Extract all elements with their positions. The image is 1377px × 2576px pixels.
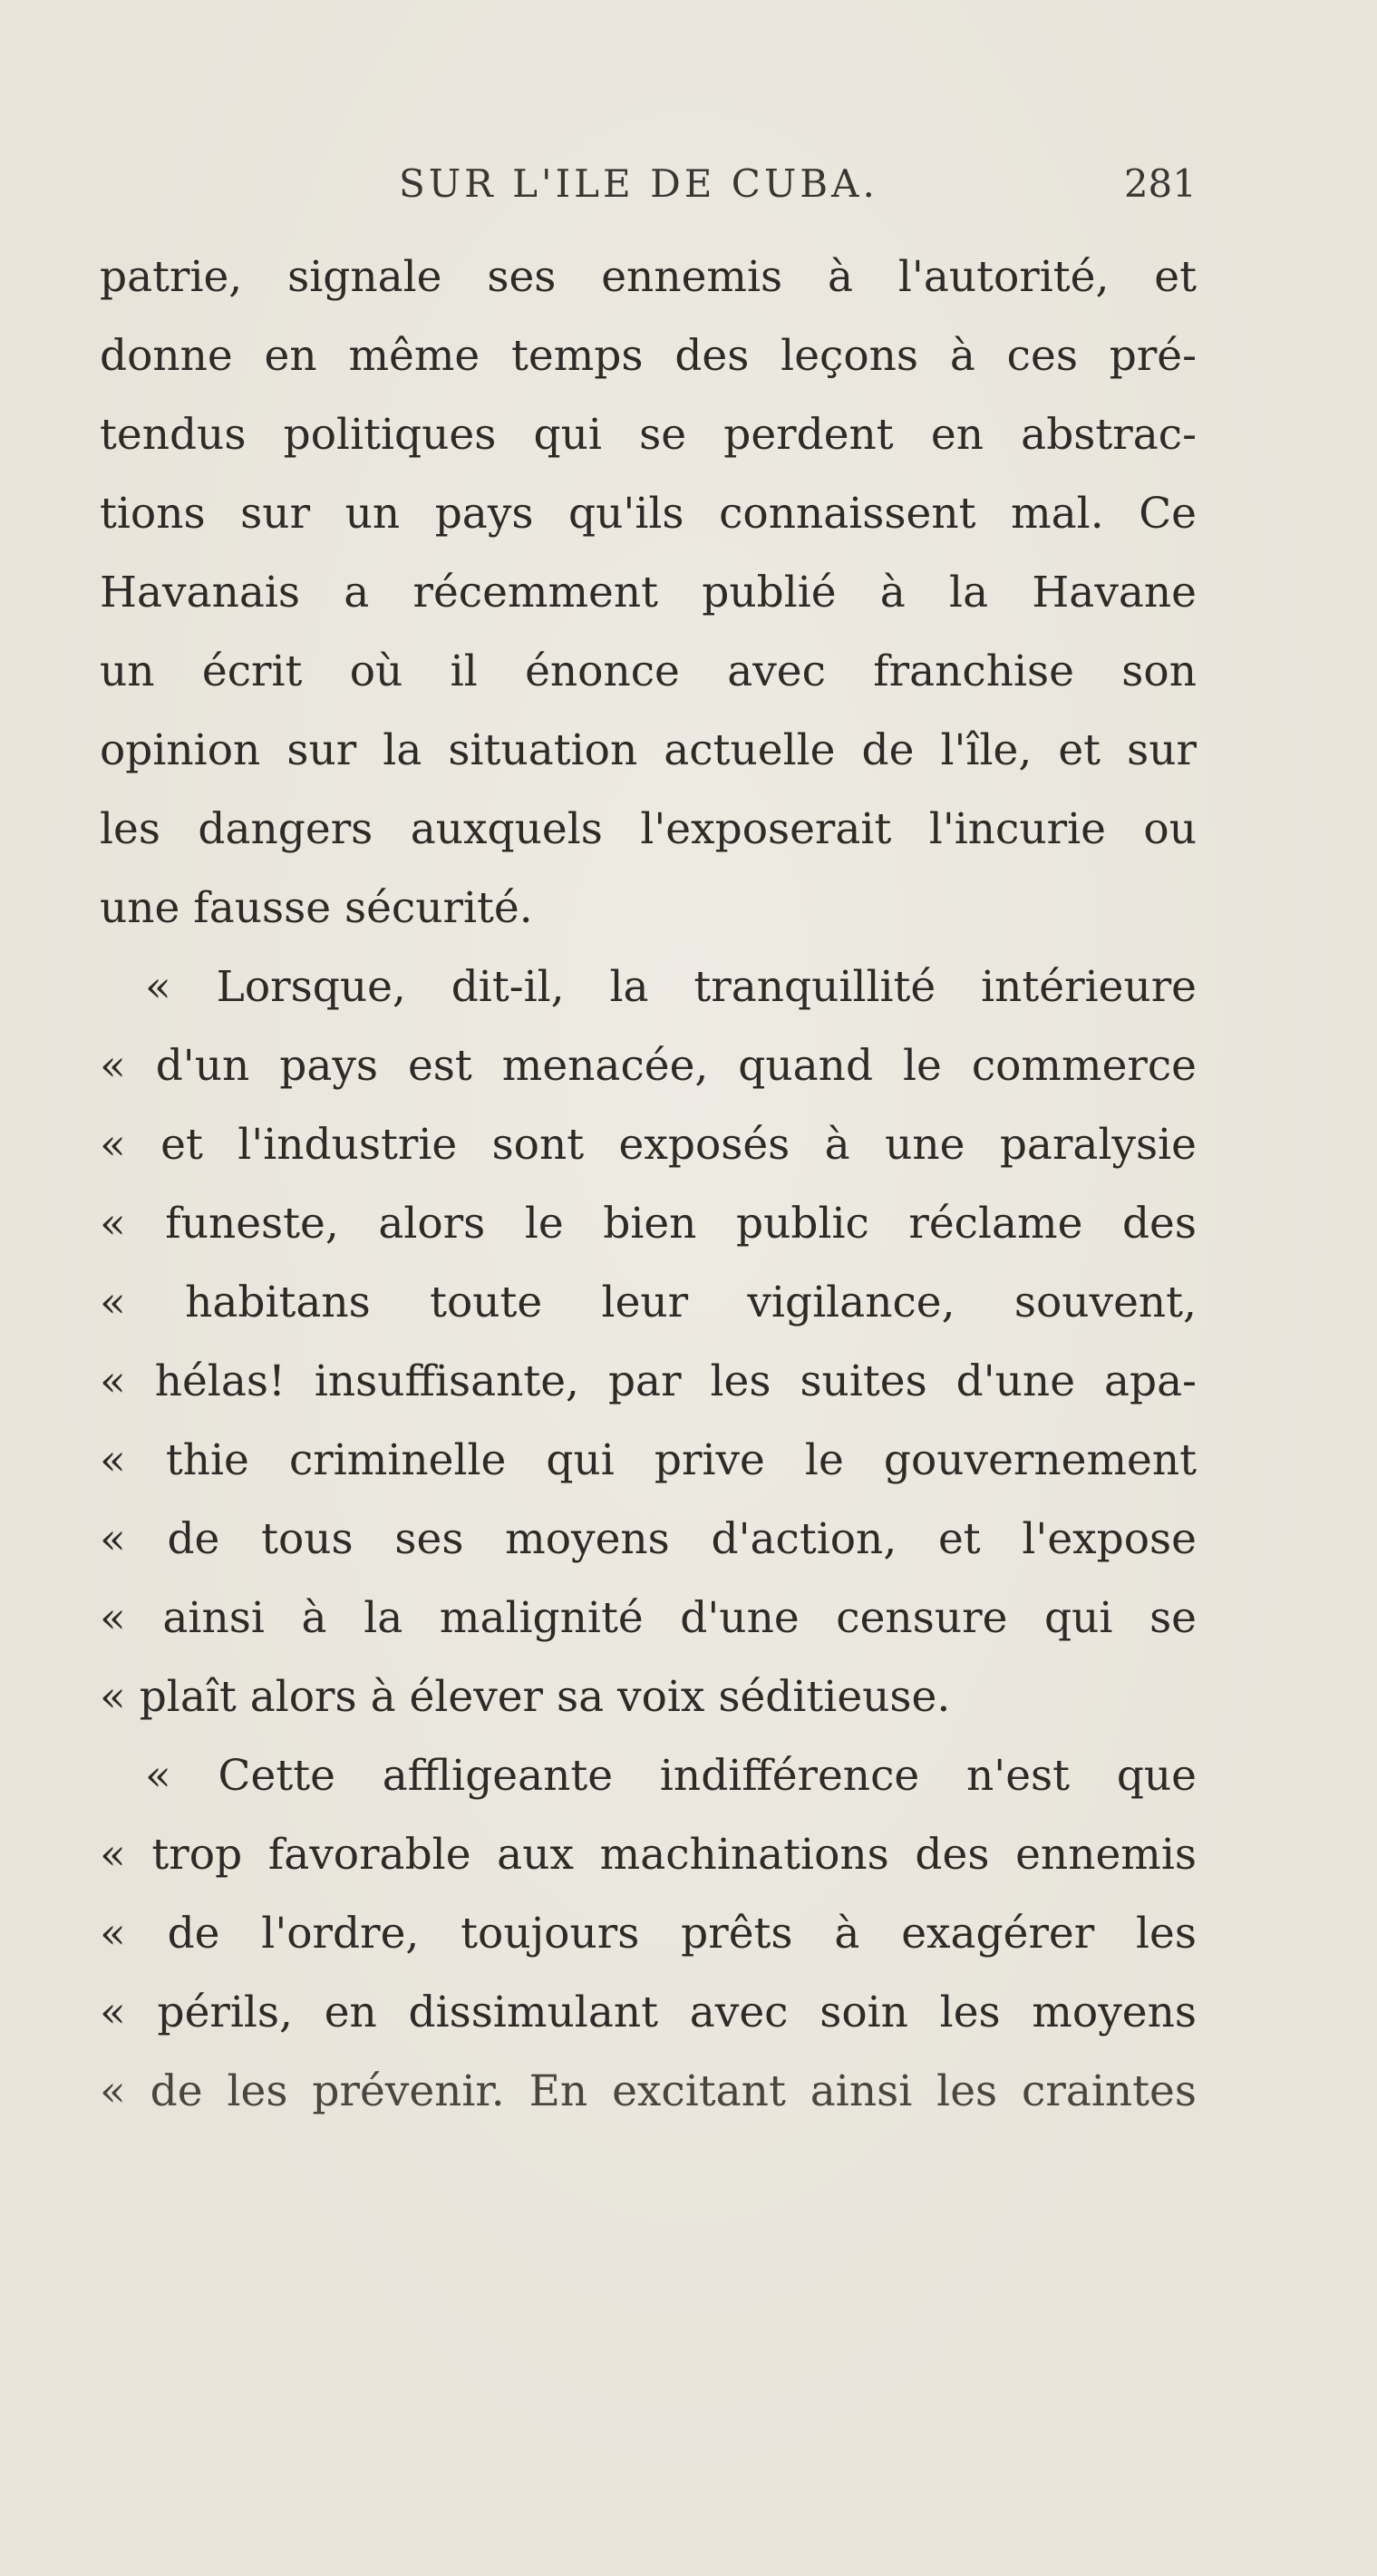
quote-line: « de l'ordre, toujours prêts à exagérer les (100, 1909, 1197, 1959)
quote-line: « thie criminelle qui prive le gouvernement (100, 1435, 1197, 1485)
running-head (100, 161, 1197, 216)
quote-line: « et l'industrie sont exposés à une paralysie (100, 1120, 1197, 1170)
text-line: les dangers auxquels l'exposerait l'incurie ou (100, 804, 1197, 854)
quote-line: « de les prévenir. En excitant ainsi les craintes (100, 2066, 1197, 2116)
quote-line: « périls, en dissimulant avec soin les moyens (100, 1988, 1197, 2037)
body-text (100, 238, 1197, 2131)
quote-line: « ainsi à la malignité d'une censure qui se (100, 1593, 1197, 1643)
text-line: donne en même temps des leçons à ces pré- (100, 331, 1197, 381)
quote-line: « hélas! insuffisante, par les suites d'une apa- (100, 1356, 1197, 1406)
quote-line: « Lorsque, dit-il, la tranquillité intérieure (145, 962, 1197, 1012)
text-line: patrie, signale ses ennemis à l'autorité, et (100, 252, 1197, 302)
quote-line: « de tous ses moyens d'action, et l'expose (100, 1514, 1197, 1564)
page-number: 281 (1123, 161, 1197, 206)
quote-line: « plaît alors à élever sa voix séditieuse. (100, 1672, 951, 1722)
quote-line: « funeste, alors le bien public réclame des (100, 1199, 1197, 1249)
text-line: tions sur un pays qu'ils connaissent mal. Ce (100, 489, 1197, 539)
quote-line: « trop favorable aux machinations des ennemis (100, 1830, 1197, 1880)
text-line: un écrit où il énonce avec franchise son (100, 646, 1197, 696)
quote-line: « Cette affligeante indifférence n'est que (145, 1751, 1197, 1801)
text-line: tendus politiques qui se perdent en abstrac- (100, 410, 1197, 460)
quote-line: « d'un pays est menacée, quand le commerce (100, 1041, 1197, 1091)
quote-line: « habitans toute leur vigilance, souvent, (100, 1278, 1197, 1327)
text-line: Havanais a récemment publié à la Havane (100, 568, 1197, 617)
running-title: SUR L'ILE DE CUBA. (399, 161, 878, 206)
text-line: opinion sur la situation actuelle de l'île, et sur (100, 725, 1197, 775)
text-line: une fausse sécurité. (100, 883, 533, 933)
